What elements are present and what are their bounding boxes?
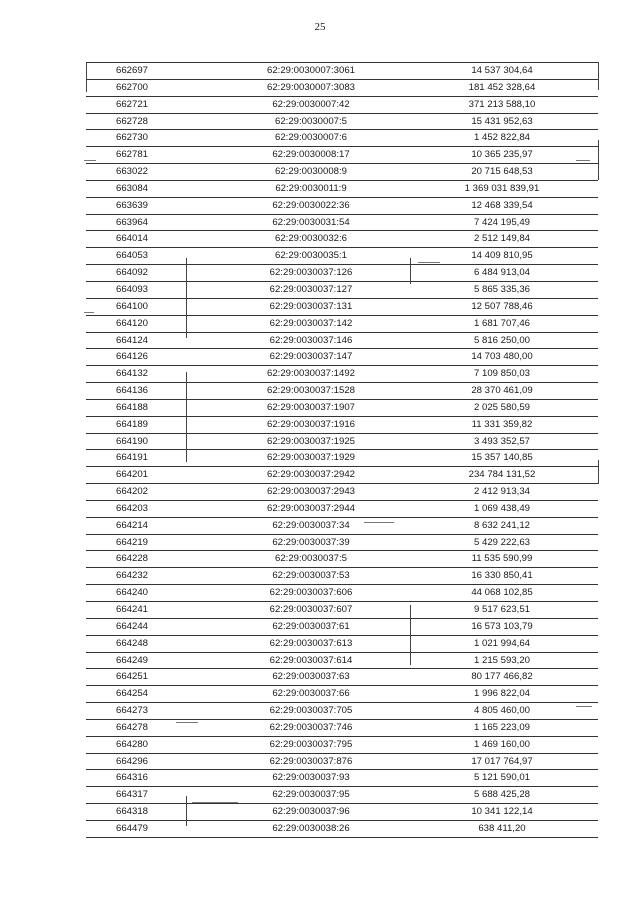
cell-amount: 5 688 425,28	[406, 787, 598, 804]
table-row	[86, 63, 598, 80]
data-table-body	[86, 63, 598, 838]
data-table	[86, 62, 598, 838]
cell-cadastral-number: 62:29:0030037:1528	[216, 383, 406, 400]
cell-record-id: 664254	[86, 686, 216, 703]
cell-amount: 17 017 764,97	[406, 753, 598, 770]
table-row	[86, 197, 598, 214]
cell-cadastral-number: 62:29:0030007:5	[216, 113, 406, 130]
cell-record-id: 664191	[86, 450, 216, 467]
cell-amount: 16 330 850,41	[406, 568, 598, 585]
cell-amount: 1 021 994,64	[406, 635, 598, 652]
cell-record-id: 664053	[86, 248, 216, 265]
cell-amount: 1 215 593,20	[406, 652, 598, 669]
table-row	[86, 231, 598, 248]
cell-cadastral-number: 62:29:0030037:126	[216, 265, 406, 282]
cell-record-id: 664190	[86, 433, 216, 450]
cell-cadastral-number: 62:29:0030037:2944	[216, 500, 406, 517]
cell-amount: 15 357 140,85	[406, 450, 598, 467]
page-number: 25	[314, 21, 326, 33]
cell-amount: 234 784 131,52	[406, 467, 598, 484]
cell-cadastral-number: 62:29:0030037:66	[216, 686, 406, 703]
table-row	[86, 332, 598, 349]
table-row	[86, 147, 598, 164]
cell-cadastral-number: 62:29:0030037:607	[216, 602, 406, 619]
table-row	[86, 686, 598, 703]
table-row	[86, 315, 598, 332]
cell-amount: 371 213 588,10	[406, 96, 598, 113]
cell-cadastral-number: 62:29:0030037:705	[216, 703, 406, 720]
table-row	[86, 467, 598, 484]
table-row	[86, 433, 598, 450]
cell-amount: 16 573 103,79	[406, 618, 598, 635]
scan-artifact-dash	[364, 522, 394, 523]
cell-cadastral-number: 62:29:0030037:146	[216, 332, 406, 349]
table-row	[86, 820, 598, 837]
cell-record-id: 664219	[86, 534, 216, 551]
table-row	[86, 79, 598, 96]
cell-cadastral-number: 62:29:0030037:876	[216, 753, 406, 770]
cell-cadastral-number: 62:29:0030037:2942	[216, 467, 406, 484]
table-row	[86, 534, 598, 551]
cell-amount: 4 805 460,00	[406, 703, 598, 720]
cell-amount: 28 370 461,09	[406, 383, 598, 400]
cell-amount: 14 409 810,95	[406, 248, 598, 265]
cell-record-id: 664124	[86, 332, 216, 349]
cell-amount: 9 517 623,51	[406, 602, 598, 619]
cell-amount: 8 632 241,12	[406, 517, 598, 534]
cell-amount: 181 452 328,64	[406, 79, 598, 96]
cell-cadastral-number: 62:29:0030037:1925	[216, 433, 406, 450]
cell-cadastral-number: 62:29:0030022:36	[216, 197, 406, 214]
cell-amount: 10 341 122,14	[406, 804, 598, 821]
cell-amount: 12 468 339,54	[406, 197, 598, 214]
cell-amount: 7 109 850,03	[406, 366, 598, 383]
cell-amount: 12 507 788,46	[406, 298, 598, 315]
scan-artifact-line	[598, 62, 599, 90]
cell-cadastral-number: 62:29:0030037:5	[216, 551, 406, 568]
cell-cadastral-number: 62:29:0030007:3061	[216, 63, 406, 80]
cell-record-id: 664189	[86, 416, 216, 433]
cell-record-id: 664201	[86, 467, 216, 484]
cell-cadastral-number: 62:29:0030007:6	[216, 130, 406, 147]
cell-amount: 11 535 590,99	[406, 551, 598, 568]
table-row	[86, 770, 598, 787]
cell-record-id: 664479	[86, 820, 216, 837]
cell-record-id: 664136	[86, 383, 216, 400]
data-table-container	[86, 62, 598, 838]
cell-record-id: 664244	[86, 618, 216, 635]
cell-record-id: 664132	[86, 366, 216, 383]
cell-record-id: 664248	[86, 635, 216, 652]
cell-cadastral-number: 62:29:0030037:34	[216, 517, 406, 534]
cell-amount: 20 715 648,53	[406, 164, 598, 181]
cell-amount: 80 177 466,82	[406, 669, 598, 686]
table-row	[86, 214, 598, 231]
cell-cadastral-number: 62:29:0030037:147	[216, 349, 406, 366]
cell-record-id: 663639	[86, 197, 216, 214]
table-row	[86, 551, 598, 568]
cell-cadastral-number: 62:29:0030037:39	[216, 534, 406, 551]
cell-cadastral-number: 62:29:0030037:1929	[216, 450, 406, 467]
cell-record-id: 664093	[86, 281, 216, 298]
cell-record-id: 664014	[86, 231, 216, 248]
cell-amount: 3 493 352,57	[406, 433, 598, 450]
table-row	[86, 366, 598, 383]
scan-artifact-dash	[576, 160, 590, 161]
cell-amount: 5 865 335,36	[406, 281, 598, 298]
cell-amount: 1 069 438,49	[406, 500, 598, 517]
cell-record-id: 663084	[86, 180, 216, 197]
cell-cadastral-number: 62:29:0030037:61	[216, 618, 406, 635]
cell-amount: 1 681 707,46	[406, 315, 598, 332]
cell-amount: 1 452 822,84	[406, 130, 598, 147]
cell-cadastral-number: 62:29:0030037:93	[216, 770, 406, 787]
cell-record-id: 664296	[86, 753, 216, 770]
cell-record-id: 662728	[86, 113, 216, 130]
cell-record-id: 664188	[86, 399, 216, 416]
cell-amount: 15 431 952,63	[406, 113, 598, 130]
table-row	[86, 164, 598, 181]
cell-cadastral-number: 62:29:0030037:2943	[216, 484, 406, 501]
cell-cadastral-number: 62:29:0030037:1492	[216, 366, 406, 383]
cell-cadastral-number: 62:29:0030037:746	[216, 719, 406, 736]
scan-artifact-line	[598, 460, 599, 484]
cell-amount: 5 816 250,00	[406, 332, 598, 349]
table-row	[86, 180, 598, 197]
cell-record-id: 662730	[86, 130, 216, 147]
cell-record-id: 664232	[86, 568, 216, 585]
cell-record-id: 664228	[86, 551, 216, 568]
table-row	[86, 484, 598, 501]
table-row	[86, 635, 598, 652]
table-row	[86, 719, 598, 736]
scan-artifact-line	[410, 605, 411, 665]
cell-amount: 10 365 235,97	[406, 147, 598, 164]
table-row	[86, 96, 598, 113]
scan-artifact-dash	[84, 160, 96, 161]
table-row	[86, 265, 598, 282]
table-row	[86, 568, 598, 585]
table-row	[86, 585, 598, 602]
scan-artifact-dash	[576, 706, 592, 707]
cell-record-id: 664316	[86, 770, 216, 787]
cell-cadastral-number: 62:29:0030037:127	[216, 281, 406, 298]
scan-artifact-line	[186, 796, 187, 826]
cell-amount: 2 412 913,34	[406, 484, 598, 501]
cell-record-id: 662781	[86, 147, 216, 164]
cell-amount: 14 703 480,00	[406, 349, 598, 366]
cell-record-id: 662721	[86, 96, 216, 113]
cell-cadastral-number: 62:29:0030011:9	[216, 180, 406, 197]
cell-record-id: 664317	[86, 787, 216, 804]
cell-cadastral-number: 62:29:0030037:142	[216, 315, 406, 332]
cell-amount: 1 165 223,09	[406, 719, 598, 736]
table-row	[86, 804, 598, 821]
table-row	[86, 618, 598, 635]
cell-record-id: 664126	[86, 349, 216, 366]
cell-record-id: 663964	[86, 214, 216, 231]
cell-cadastral-number: 62:29:0030038:26	[216, 820, 406, 837]
cell-cadastral-number: 62:29:0030037:53	[216, 568, 406, 585]
cell-cadastral-number: 62:29:0030037:1907	[216, 399, 406, 416]
table-row	[86, 500, 598, 517]
scan-artifact-line	[598, 140, 599, 180]
table-row	[86, 787, 598, 804]
table-row	[86, 450, 598, 467]
table-row	[86, 736, 598, 753]
cell-record-id: 664318	[86, 804, 216, 821]
cell-amount: 1 469 160,00	[406, 736, 598, 753]
table-row	[86, 281, 598, 298]
cell-record-id: 664100	[86, 298, 216, 315]
cell-cadastral-number: 62:29:0030032:6	[216, 231, 406, 248]
cell-cadastral-number: 62:29:0030007:42	[216, 96, 406, 113]
cell-record-id: 664214	[86, 517, 216, 534]
scan-artifact-line	[186, 258, 187, 338]
cell-amount: 14 537 304,64	[406, 63, 598, 80]
cell-cadastral-number: 62:29:0030037:795	[216, 736, 406, 753]
cell-cadastral-number: 62:29:0030031:54	[216, 214, 406, 231]
table-row	[86, 383, 598, 400]
cell-record-id: 662697	[86, 63, 216, 80]
cell-amount: 6 484 913,04	[406, 265, 598, 282]
table-row	[86, 399, 598, 416]
cell-amount: 1 996 822,04	[406, 686, 598, 703]
table-row	[86, 602, 598, 619]
cell-record-id: 664203	[86, 500, 216, 517]
table-row	[86, 669, 598, 686]
table-row	[86, 703, 598, 720]
scan-artifact-dash	[192, 802, 238, 803]
scan-artifact-line	[186, 372, 187, 462]
cell-record-id: 664241	[86, 602, 216, 619]
table-row	[86, 130, 598, 147]
table-row	[86, 517, 598, 534]
cell-record-id: 664120	[86, 315, 216, 332]
table-row	[86, 753, 598, 770]
cell-record-id: 664240	[86, 585, 216, 602]
scan-artifact-line	[86, 62, 87, 92]
cell-amount: 1 369 031 839,91	[406, 180, 598, 197]
cell-amount: 11 331 359,82	[406, 416, 598, 433]
cell-cadastral-number: 62:29:0030037:63	[216, 669, 406, 686]
cell-cadastral-number: 62:29:0030037:131	[216, 298, 406, 315]
cell-record-id: 664251	[86, 669, 216, 686]
table-row	[86, 416, 598, 433]
cell-cadastral-number: 62:29:0030037:96	[216, 804, 406, 821]
cell-amount: 44 068 102,85	[406, 585, 598, 602]
cell-amount: 5 429 222,63	[406, 534, 598, 551]
cell-record-id: 664249	[86, 652, 216, 669]
cell-amount: 638 411,20	[406, 820, 598, 837]
cell-cadastral-number: 62:29:0030037:1916	[216, 416, 406, 433]
cell-cadastral-number: 62:29:0030008:9	[216, 164, 406, 181]
cell-record-id: 664202	[86, 484, 216, 501]
cell-record-id: 664280	[86, 736, 216, 753]
cell-cadastral-number: 62:29:0030037:613	[216, 635, 406, 652]
table-row	[86, 248, 598, 265]
cell-amount: 5 121 590,01	[406, 770, 598, 787]
cell-record-id: 664273	[86, 703, 216, 720]
cell-cadastral-number: 62:29:0030037:95	[216, 787, 406, 804]
cell-cadastral-number: 62:29:0030008:17	[216, 147, 406, 164]
cell-record-id: 664092	[86, 265, 216, 282]
cell-record-id: 662700	[86, 79, 216, 96]
scan-artifact-dash	[84, 312, 94, 313]
scan-artifact-dash	[418, 262, 440, 263]
table-row	[86, 652, 598, 669]
scan-artifact-line	[410, 258, 411, 284]
table-row	[86, 349, 598, 366]
table-row	[86, 298, 598, 315]
cell-record-id: 664278	[86, 719, 216, 736]
cell-cadastral-number: 62:29:0030037:614	[216, 652, 406, 669]
cell-cadastral-number: 62:29:0030037:606	[216, 585, 406, 602]
cell-record-id: 663022	[86, 164, 216, 181]
cell-cadastral-number: 62:29:0030007:3083	[216, 79, 406, 96]
cell-amount: 7 424 195,49	[406, 214, 598, 231]
scan-artifact-dash	[176, 722, 198, 723]
cell-amount: 2 512 149,84	[406, 231, 598, 248]
table-row	[86, 113, 598, 130]
cell-cadastral-number: 62:29:0030035:1	[216, 248, 406, 265]
cell-amount: 2 025 580,59	[406, 399, 598, 416]
